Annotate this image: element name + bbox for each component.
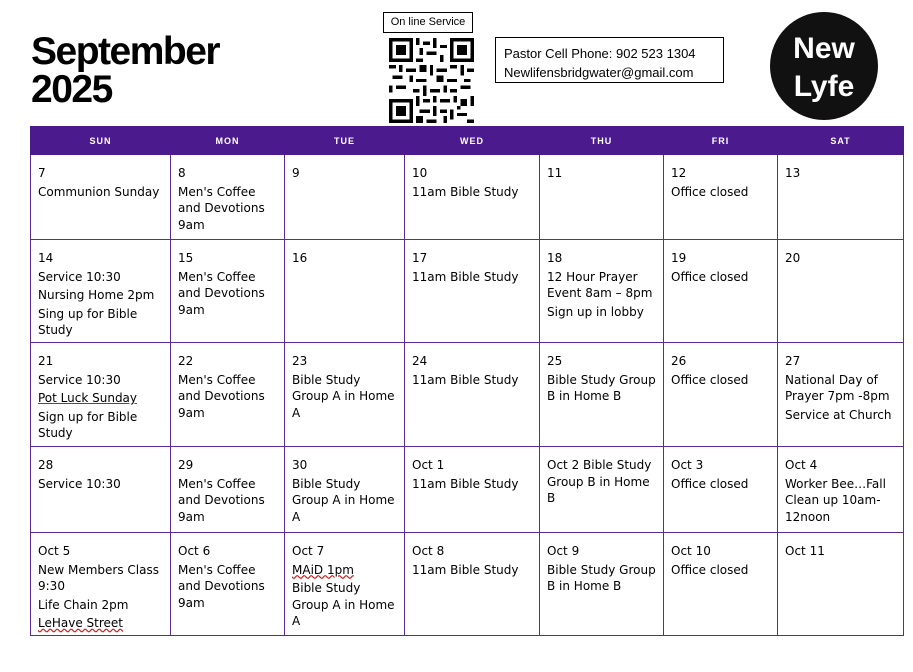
day-cell[interactable] [664, 240, 778, 343]
day-date: 17 [412, 251, 428, 265]
day-date: 8 [178, 166, 186, 180]
month-label: September [31, 30, 220, 73]
day-cell[interactable] [285, 240, 405, 343]
day-date: 14 [38, 251, 54, 265]
day-date: Oct 3 [671, 458, 704, 472]
event-text: Bible Study Group A in Home A [292, 581, 395, 628]
event-text: Office closed [671, 184, 749, 199]
day-date: 11 [547, 166, 563, 180]
day-cell[interactable] [540, 343, 664, 447]
day-cell[interactable] [664, 343, 778, 447]
calendar-title [31, 30, 220, 111]
weekday-sat: SAT [778, 127, 904, 155]
day-date: Oct 6 [178, 544, 211, 558]
day-date: 27 [785, 354, 801, 368]
day-cell[interactable] [31, 240, 171, 343]
day-cell[interactable] [405, 533, 540, 636]
day-cell[interactable] [778, 155, 904, 240]
day-date: 18 [547, 251, 563, 265]
day-cell[interactable] [540, 447, 664, 533]
event-text: Sign up in lobby [547, 304, 644, 319]
day-date: Oct 5 [38, 544, 71, 558]
day-date: Oct 11 [785, 544, 825, 558]
contact-box [495, 37, 724, 83]
event-text: Bible Study Group A in Home A [292, 372, 395, 420]
day-date: Oct 4 [785, 458, 818, 472]
day-cell[interactable] [171, 343, 285, 447]
event-text: Men's Coffee and Devotions 9am [178, 184, 265, 232]
day-cell[interactable] [285, 447, 405, 533]
week-row [31, 533, 904, 636]
week-row [31, 240, 904, 343]
day-cell[interactable] [405, 447, 540, 533]
calendar-grid [30, 126, 904, 636]
day-cell[interactable] [405, 155, 540, 240]
event-text: Service 10:30 [38, 269, 121, 284]
event-text: Bible Study Group B in Home B [547, 562, 656, 593]
event-text: Bible Study Group B in Home B [547, 372, 656, 403]
day-cell[interactable] [778, 533, 904, 636]
day-date: 12 [671, 166, 687, 180]
week-row [31, 447, 904, 533]
day-cell[interactable] [171, 155, 285, 240]
event-text: Office closed [671, 269, 749, 284]
event-text: National Day of Prayer 7pm -8pm [785, 372, 890, 403]
event-text: Office closed [671, 562, 749, 577]
event-text: Life Chain 2pm [38, 597, 129, 612]
day-date: 23 [292, 354, 308, 368]
event-text: Pot Luck Sunday [38, 391, 138, 405]
event-text: Men's Coffee and Devotions 9am [178, 372, 265, 420]
day-date: Oct 2 Bible Study Group B in Home B [547, 458, 652, 505]
event-text: Sing up for Bible Study [38, 306, 138, 337]
event-text: Men's Coffee and Devotions 9am [178, 562, 265, 610]
event-text: Communion Sunday [38, 184, 160, 199]
day-date: Oct 10 [671, 544, 711, 558]
day-cell[interactable] [31, 343, 171, 447]
event-text: 11am Bible Study [412, 372, 519, 387]
day-date: 9 [292, 166, 300, 180]
weekday-tue: TUE [285, 127, 405, 155]
event-text: Sign up for Bible Study [38, 409, 138, 440]
day-date: 26 [671, 354, 687, 368]
day-cell[interactable] [285, 343, 405, 447]
weekday-thu: THU [540, 127, 664, 155]
weekday-header-row [31, 127, 904, 155]
day-cell[interactable] [540, 155, 664, 240]
day-cell[interactable] [664, 447, 778, 533]
day-date: 22 [178, 354, 194, 368]
day-date: 29 [178, 458, 194, 472]
day-cell[interactable] [171, 447, 285, 533]
day-cell[interactable] [405, 240, 540, 343]
day-cell[interactable] [778, 240, 904, 343]
event-text: LeHave Street [38, 616, 123, 630]
day-cell[interactable] [540, 533, 664, 636]
day-date: Oct 8 [412, 544, 445, 558]
day-date: 10 [412, 166, 428, 180]
event-text: Office closed [671, 372, 749, 387]
day-date: 21 [38, 354, 54, 368]
contact-email[interactable]: Newlifensbridgwater@gmail.com [504, 65, 694, 80]
week-row [31, 343, 904, 447]
day-cell[interactable] [31, 533, 171, 636]
online-service-label: On line Service [383, 12, 473, 33]
event-text: 11am Bible Study [412, 269, 519, 284]
event-text: 11am Bible Study [412, 476, 519, 491]
event-text: Bible Study Group A in Home A [292, 476, 395, 524]
day-cell[interactable] [171, 240, 285, 343]
day-date: Oct 9 [547, 544, 580, 558]
logo-line2: Lyfe [793, 70, 855, 103]
logo-line1: New [793, 32, 855, 65]
event-text: Service at Church [785, 407, 892, 422]
day-cell[interactable] [31, 155, 171, 240]
day-cell[interactable] [778, 447, 904, 533]
day-date: 7 [38, 166, 46, 180]
event-text: Worker Bee…Fall Clean up 10am-12noon [785, 476, 886, 524]
day-date: 30 [292, 458, 308, 472]
day-date: 24 [412, 354, 428, 368]
event-text: 12 Hour Prayer Event 8am – 8pm [547, 269, 653, 300]
event-text: Nursing Home 2pm [38, 288, 155, 302]
weekday-sun: SUN [31, 127, 171, 155]
day-cell[interactable] [778, 343, 904, 447]
day-date: 15 [178, 251, 194, 265]
week-row [31, 155, 904, 240]
day-date: 19 [671, 251, 687, 265]
day-date: 28 [38, 458, 54, 472]
day-date: 25 [547, 354, 563, 368]
day-cell[interactable] [664, 533, 778, 636]
event-text: MAiD 1pm [292, 562, 354, 577]
event-text: Service 10:30 [38, 476, 121, 491]
qr-code-icon[interactable] [389, 38, 474, 123]
new-life-logo [770, 12, 878, 120]
event-text: Men's Coffee and Devotions 9am [178, 476, 265, 524]
pastor-phone: Pastor Cell Phone: 902 523 1304 [504, 46, 696, 61]
day-cell[interactable] [405, 343, 540, 447]
event-text: Service 10:30 [38, 372, 121, 387]
day-date: Oct 1 [412, 458, 445, 472]
year-label: 2025 [31, 68, 112, 111]
day-cell[interactable] [171, 533, 285, 636]
day-date: 20 [785, 251, 801, 265]
event-text: Office closed [671, 476, 749, 491]
day-date: 13 [785, 166, 801, 180]
day-date: 16 [292, 251, 308, 265]
weekday-wed: WED [405, 127, 540, 155]
day-cell[interactable] [31, 447, 171, 533]
event-text: 11am Bible Study [412, 562, 519, 577]
day-cell[interactable] [540, 240, 664, 343]
event-text: 11am Bible Study [412, 184, 519, 199]
weekday-mon: MON [171, 127, 285, 155]
event-text: Men's Coffee and Devotions 9am [178, 269, 265, 317]
day-cell[interactable] [285, 155, 405, 240]
day-cell[interactable] [285, 533, 405, 636]
event-text: New Members Class 9:30 [38, 562, 159, 593]
day-cell[interactable] [664, 155, 778, 240]
weekday-fri: FRI [664, 127, 778, 155]
day-date: Oct 7 [292, 544, 325, 558]
